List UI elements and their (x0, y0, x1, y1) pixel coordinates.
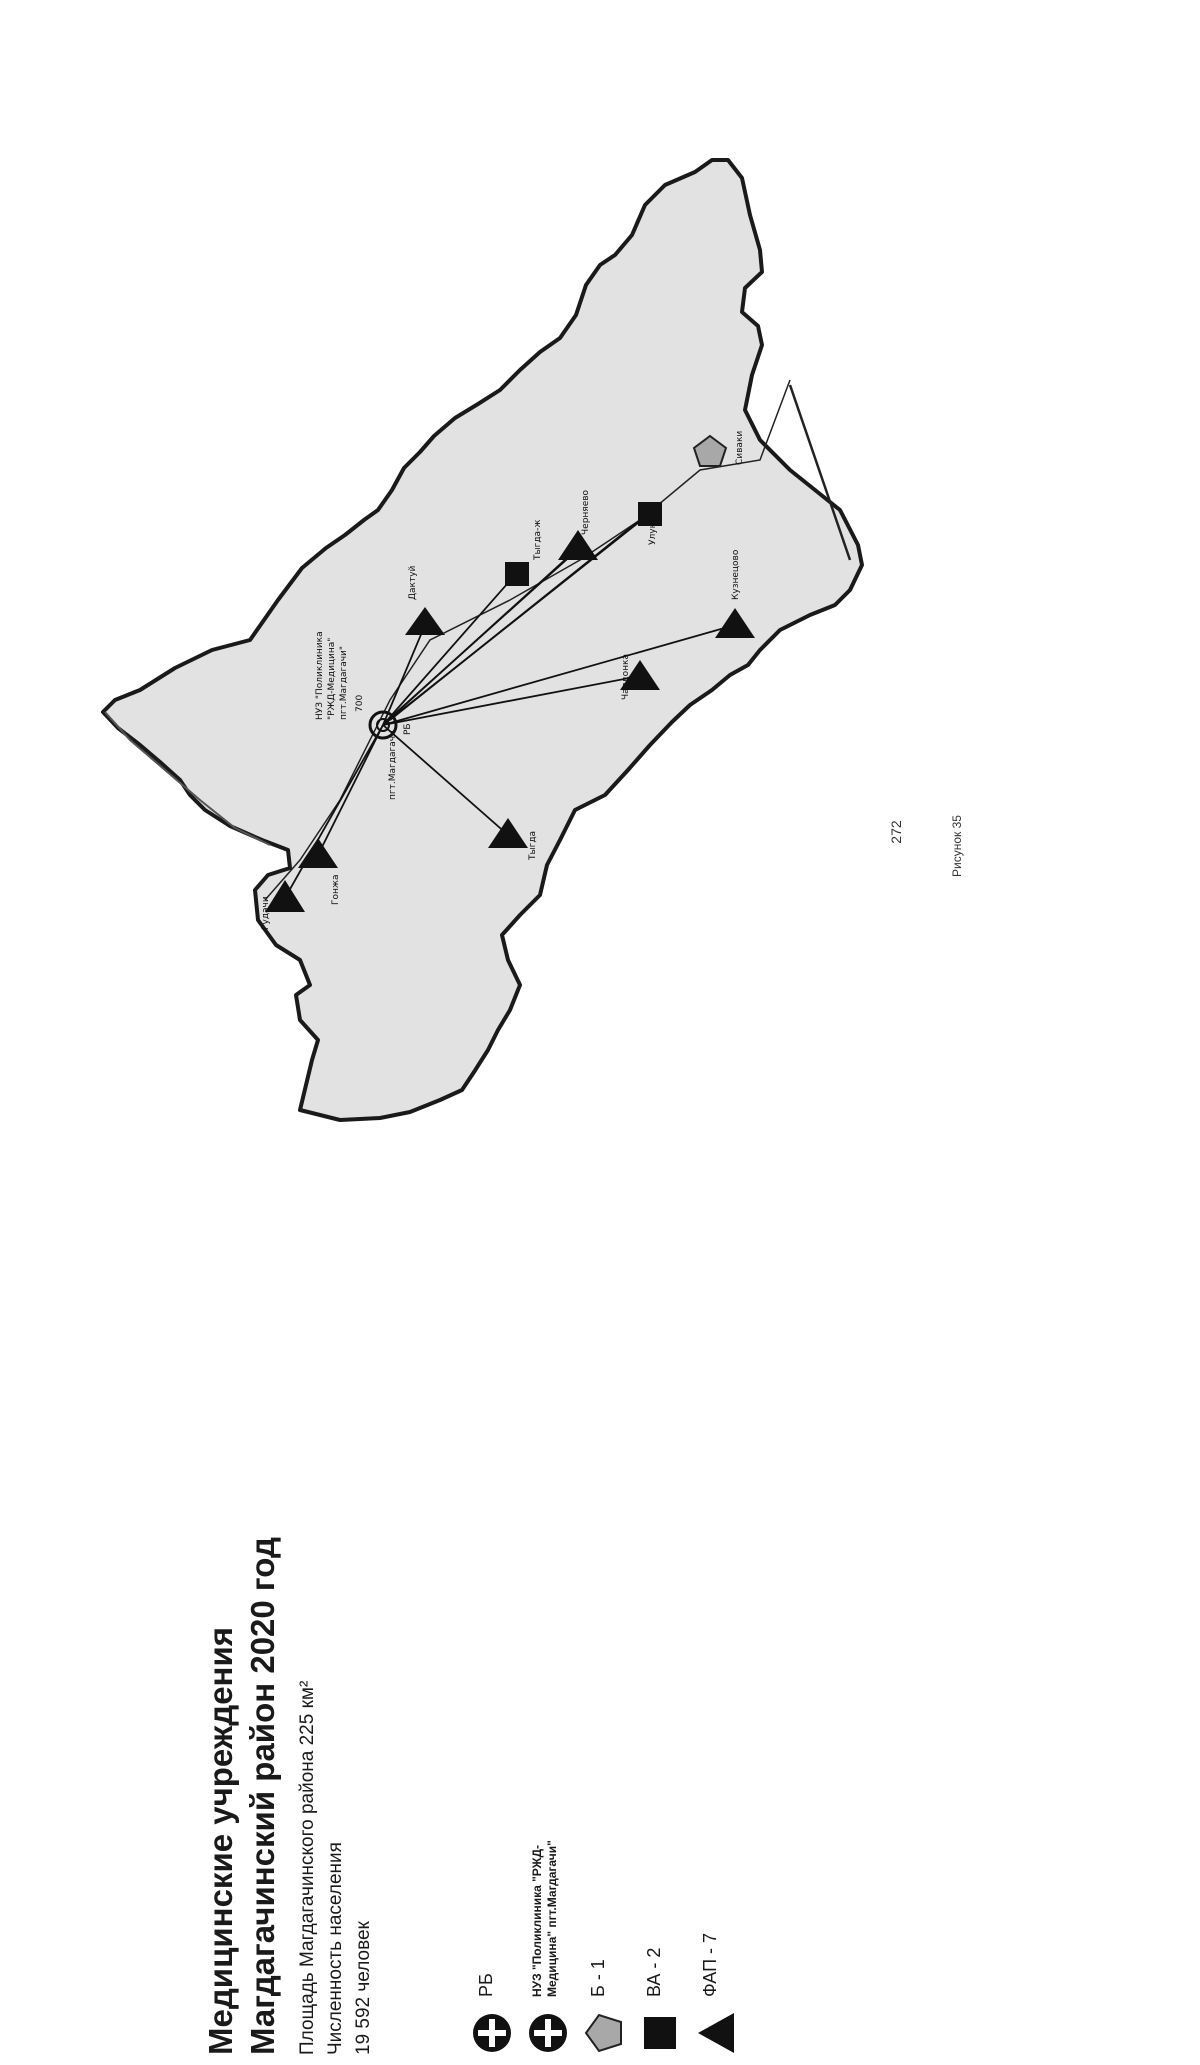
triangle-icon (694, 2011, 738, 2055)
center-label-line1: НУЗ "Поликлиника (315, 631, 325, 720)
hospital-cross-icon (526, 2011, 570, 2055)
pentagon-icon (582, 2011, 626, 2055)
town-label-ulunga: Улунга (648, 512, 658, 545)
town-label-dactuy: Дактуй (408, 565, 418, 600)
town-label-gudachi: Гудачи (261, 896, 271, 930)
hospital-cross-icon (470, 2011, 514, 2055)
legend-label-rb: РБ (476, 1973, 496, 1997)
title-line-1: Медицинские учреждения (202, 1626, 239, 2055)
center-label-700: 700 (355, 694, 365, 712)
town-label-kuznetsovo: Кузнецово (731, 549, 741, 600)
page-number: 272 (888, 820, 904, 844)
title-block (200, 1435, 378, 2055)
legend-label-nuz (530, 1840, 560, 1997)
legend-label-va: ВА - 2 (644, 1947, 664, 1997)
population-value: 19 592 человек (353, 1921, 374, 2055)
center-label-line2: "РЖД-Медицина" (327, 637, 337, 720)
town-label-tygda: Тыгда (528, 830, 538, 860)
legend-label-fap: ФАП - 7 (700, 1932, 720, 1997)
legend-label-nuz-line2: Медицина" пгт.Магдагачи" (545, 1840, 559, 1997)
figure-caption: Рисунок 35 (950, 815, 964, 877)
center-label-rb: РБ (403, 723, 413, 735)
center-label-line3: пгт.Магдагачи" (339, 645, 349, 720)
legend-label-b: Б - 1 (588, 1959, 608, 1997)
population-label: Численность населения (325, 1842, 346, 2055)
area-text: Площадь Магдагачинского района 225 км² (297, 1680, 318, 2055)
square-icon (638, 2011, 682, 2055)
town-label-chernyaevo: Черняево (581, 489, 591, 535)
legend-label-nuz-line1: НУЗ "Поликлиника "РЖД- (530, 1844, 544, 1997)
rotated-panel (200, 565, 720, 2065)
town-label-sivaki: Сиваки (735, 430, 745, 465)
town-label-chaldonka: Чалдонка (621, 653, 631, 700)
center-label-town: пгт.Магдагачи (388, 730, 398, 800)
town-label-tygda-zh: Тыгда-ж (533, 519, 543, 560)
town-label-gonzha: Гонжа (331, 874, 341, 905)
title-line-2: Магдагачинский район 2020 год (244, 1537, 281, 2055)
